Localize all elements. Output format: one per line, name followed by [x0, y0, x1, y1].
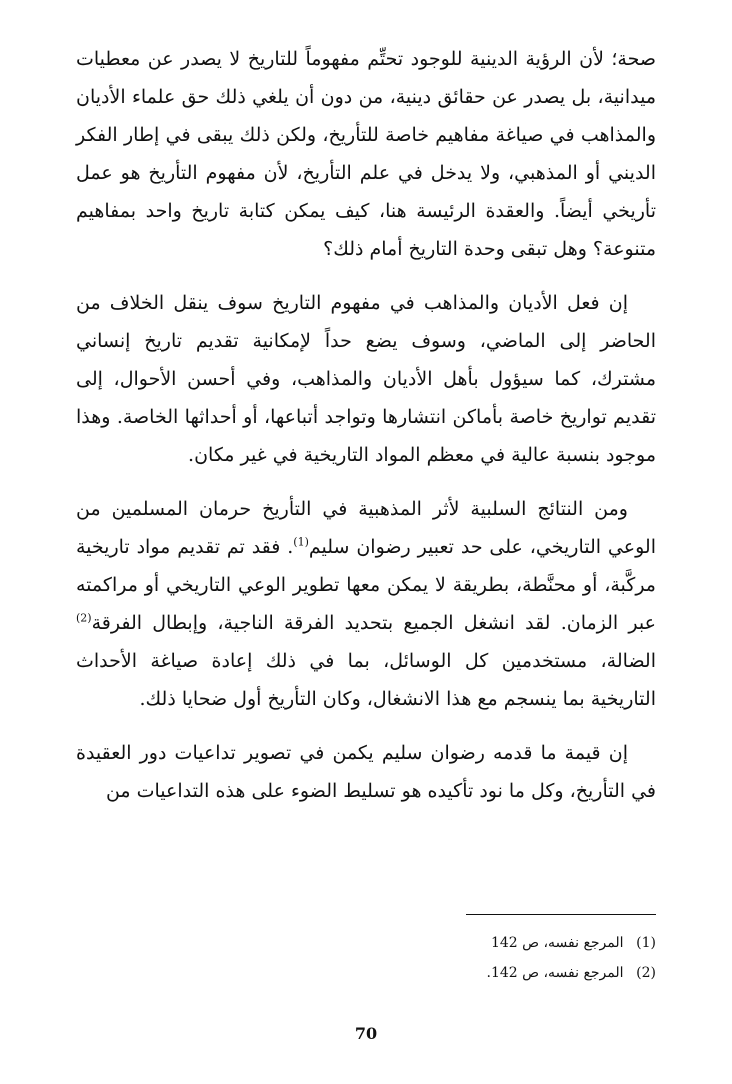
- footnote-divider: [466, 914, 656, 915]
- footnote-1: [256, 928, 656, 958]
- footnote-2-number: (2): [636, 965, 656, 981]
- footnote-1-text: المرجع نفسه، ص 142: [490, 935, 624, 951]
- paragraph-4: إن قيمة ما قدمه رضوان سليم يكمن في تصوير تداعيات دور العقيدة في التأريخ، وكل ما نود تأكيده هو تسليط الضوء على هذه التداعيات من: [76, 742, 656, 802]
- footnote-2: [256, 958, 656, 988]
- footnote-ref-2: (2): [76, 611, 92, 625]
- paragraph-2: إن فعل الأديان والمذاهب في مفهوم التاريخ سوف ينقل الخلاف من الحاضر إلى الماضي، وسوف يضع حداً لإمكانية تقديم تاريخ إنساني مشترك، كما سيؤول بأهل الأديان والمذاهب، وفي أحسن الأحوال، إلى تقديم تواريخ خاصة بأماكن انتشارها وتواجد أتباعها، أو أحداثها الخاصة. وهذا موجود بنسبة عالية في معظم المواد التاريخية في غير مكان.: [76, 292, 656, 466]
- body-text: [76, 40, 656, 826]
- footnotes: [256, 928, 656, 988]
- paragraph-3: [76, 490, 656, 718]
- paragraph-3-part-c: الضالة، مستخدمين كل الوسائل، بما في ذلك إعادة صياغة الأحداث التاريخية بما ينسجم مع هذا الانشغال، وكان التأريخ أول ضحايا ذلك.: [76, 650, 656, 710]
- page-number: 70: [354, 1024, 378, 1043]
- footnote-2-text: المرجع نفسه، ص 142.: [486, 965, 624, 981]
- paragraph-3-part-a: ومن النتائج السلبية لأثر المذهبية في التأريخ حرمان المسلمين من الوعي التاريخي، على حد تعبير رضوان سليم: [76, 498, 656, 558]
- paragraph-3-part-b: . فقد تم تقديم مواد تاريخية مركَّبة، أو محنَّطة، بطريقة لا يمكن معها تطوير الوعي التاريخي أو مراكمته عبر الزمان. لقد انشغل الجميع بتحديد الفرقة الناجية، وإبطال الفرقة: [76, 536, 656, 634]
- footnote-ref-1: (1): [293, 535, 309, 549]
- footnote-1-number: (1): [636, 935, 656, 951]
- paragraph-1: صحة؛ لأن الرؤية الدينية للوجود تحتِّم مفهوماً للتاريخ لا يصدر عن معطيات ميدانية، بل يصدر عن حقائق دينية، من دون أن يلغي ذلك حق علماء الأديان والمذاهب في صياغة مفاهيم خاصة للتأريخ، ولكن ذلك يبقى في إطار الفكر الديني أو المذهبي، ولا يدخل في علم التأريخ، لأن مفهوم التأريخ هو عمل تأريخي أيضاً. والعقدة الرئيسة هنا، كيف يمكن كتابة تاريخ واحد بمفاهيم متنوعة؟ وهل تبقى وحدة التاريخ أمام ذلك؟: [76, 48, 656, 260]
